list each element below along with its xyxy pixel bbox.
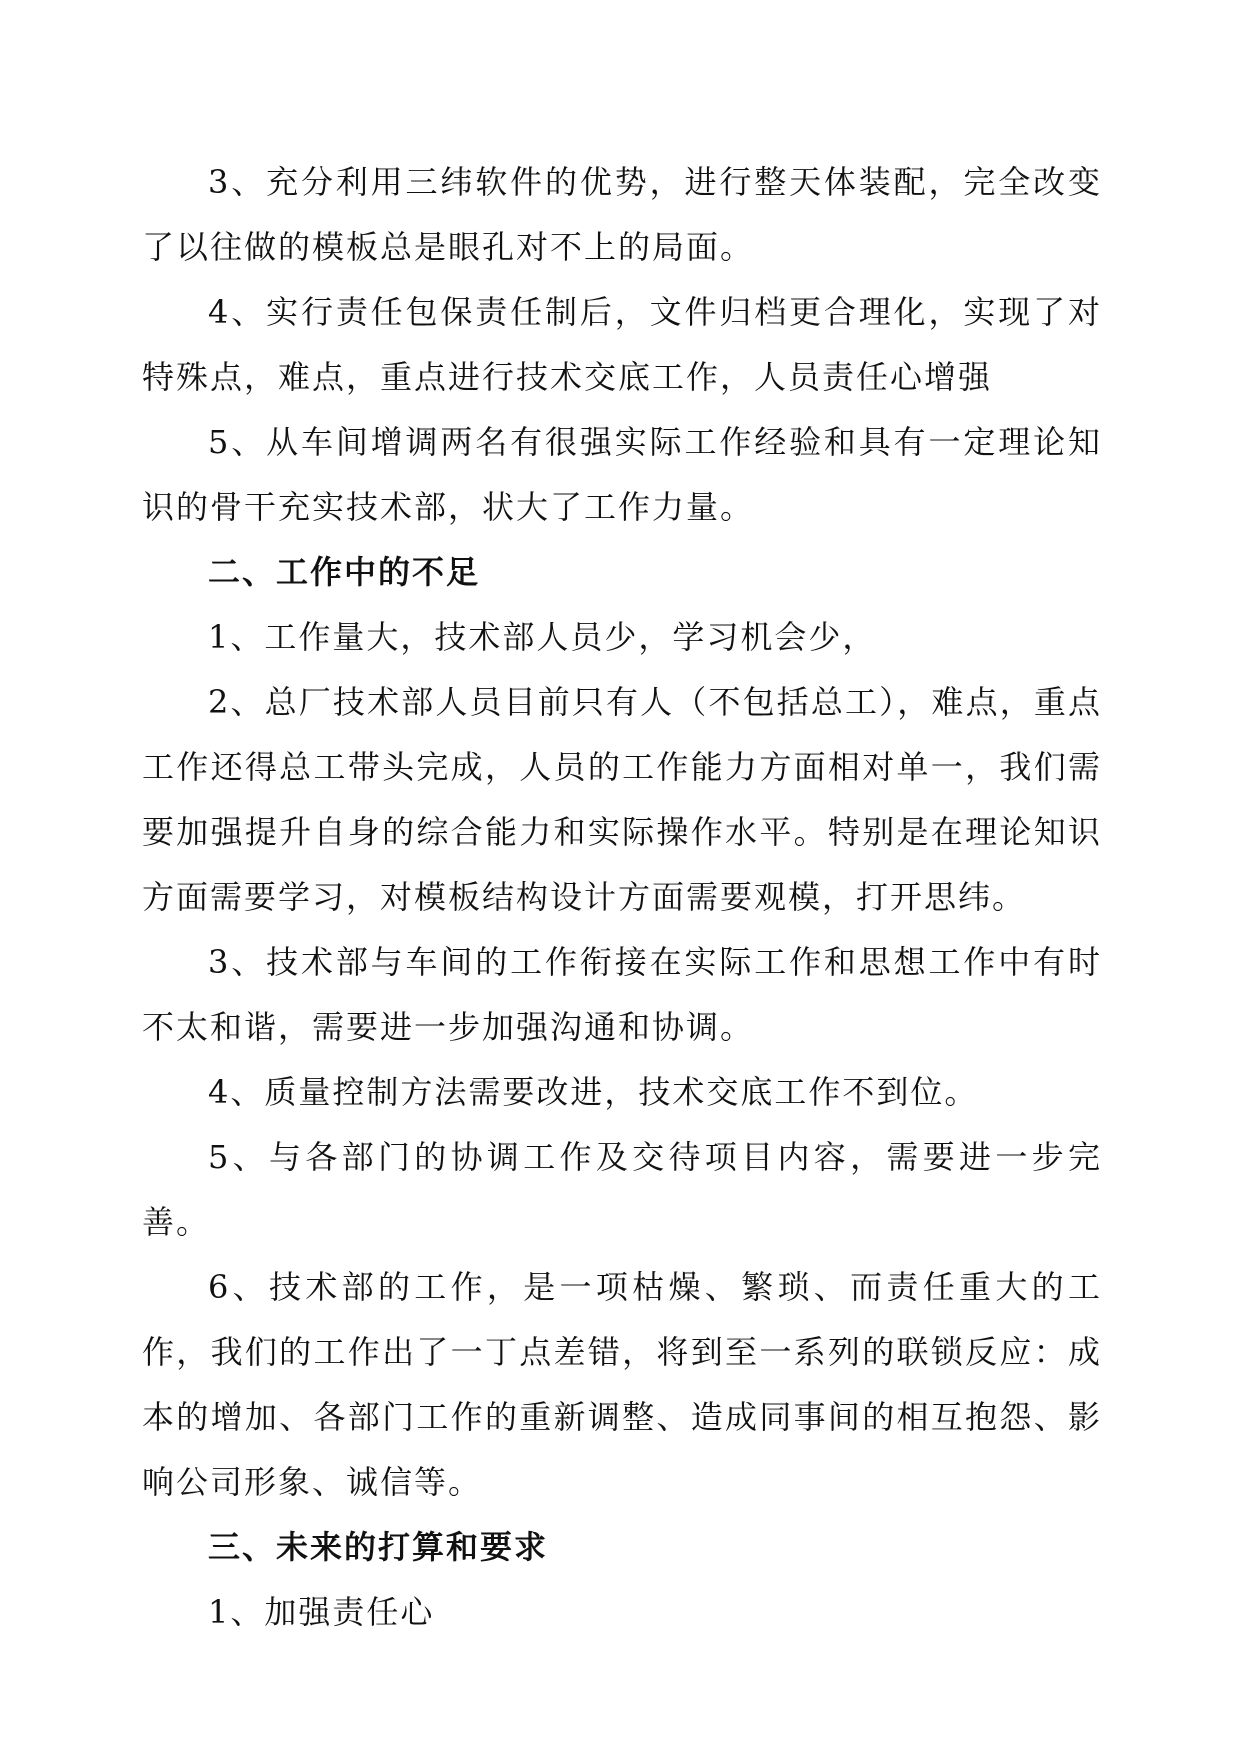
section-heading-shortcomings: 二、工作中的不足 (208, 553, 481, 591)
paragraph-4-responsibility: 4、实行责任包保责任制后，文件归档更合理化，实现了对特殊点，难点，重点进行技术交底工作，人员责任心增强 (142, 293, 1102, 396)
paragraph-shortcoming-6: 6、技术部的工作，是一项枯燥、繁琐、而责任重大的工作，我们的工作出了一丁点差错，将到至一系列的联锁反应：成本的增加、各部门工作的重新调整、造成同事间的相互抱怨、影响公司形象、诚信等。 (142, 1268, 1102, 1501)
document-body (142, 150, 1102, 1645)
paragraph-shortcoming-5: 5、与各部门的协调工作及交待项目内容，需要进一步完善。 (142, 1138, 1102, 1241)
paragraph-shortcoming-1: 1、工作量大，技术部人员少，学习机会少， (208, 618, 877, 656)
paragraph-shortcoming-2: 2、总厂技术部人员目前只有人（不包括总工），难点，重点工作还得总工带头完成，人员的工作能力方面相对单一，我们需要加强提升自身的综合能力和实际操作水平。特别是在理论知识方面需要学习，对模板结构设计方面需要观模，打开思纬。 (142, 683, 1102, 916)
paragraph-plan-1: 1、加强责任心 (208, 1593, 435, 1631)
section-heading-future-plans: 三、未来的打算和要求 (208, 1528, 549, 1566)
paragraph-shortcoming-4: 4、质量控制方法需要改进，技术交底工作不到位。 (208, 1073, 979, 1111)
paragraph-5-staffing: 5、从车间增调两名有很强实际工作经验和具有一定理论知识的骨干充实技术部，状大了工作力量。 (142, 423, 1102, 526)
paragraph-3-software: 3、充分利用三纬软件的优势，进行整天体装配，完全改变了以往做的模板总是眼孔对不上的局面。 (142, 163, 1102, 266)
paragraph-shortcoming-3: 3、技术部与车间的工作衔接在实际工作和思想工作中有时不太和谐，需要进一步加强沟通和协调。 (142, 943, 1102, 1046)
